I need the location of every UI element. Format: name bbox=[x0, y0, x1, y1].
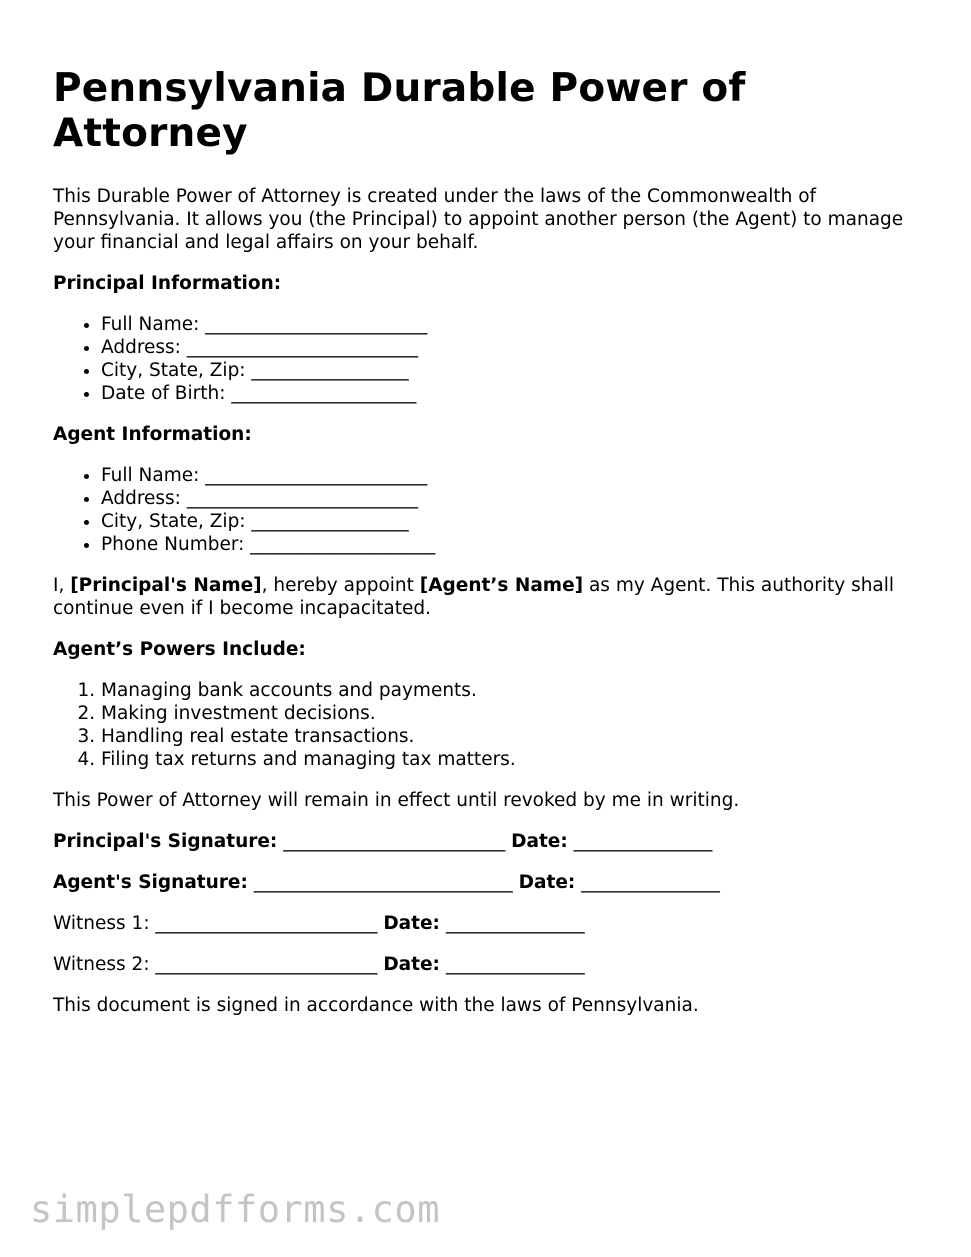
principal-date-of-birth-field: • Date of Birth: ____________________ bbox=[101, 382, 933, 405]
witness-1-date-blank: _______________ bbox=[439, 913, 585, 934]
witness-1-label: Witness 1: bbox=[53, 913, 150, 934]
witness-1-blank: ________________________ bbox=[149, 913, 384, 934]
principal-address-field: • Address: _________________________ bbox=[101, 336, 933, 359]
closing-paragraph: This document is signed in accordance with the laws of Pennsylvania. bbox=[53, 995, 699, 1016]
appointment-paragraph bbox=[53, 574, 933, 620]
document-page bbox=[53, 66, 933, 1035]
agent-full-name-field: • Full Name: ________________________ bbox=[101, 464, 933, 487]
agent-signature-line bbox=[53, 871, 933, 894]
witness-2-date-blank: _______________ bbox=[439, 954, 585, 975]
intro-paragraph: This Durable Power of Attorney is created under the laws of the Commonwealth of Pennsylvania. It allows you (the Principal) to appoint another person (the Agent) to manage your financial and legal affairs on your behalf. bbox=[53, 186, 904, 253]
agent-signature-blank: ____________________________ bbox=[247, 872, 519, 893]
principal-date-blank: _______________ bbox=[567, 831, 713, 852]
agent-phone-number-field: • Phone Number: ____________________ bbox=[101, 533, 933, 556]
appointment-prefix: I, bbox=[53, 575, 71, 596]
witness-1-date-label: Date: bbox=[383, 913, 440, 934]
agent-signature-label: Agent's Signature: bbox=[53, 872, 248, 893]
witness-2-date-label: Date: bbox=[383, 954, 440, 975]
appointment-suffix: as my Agent. This authority shall continue even if I become incapacitated. bbox=[53, 575, 895, 619]
principal-full-name-field: • Full Name: ________________________ bbox=[101, 313, 933, 336]
power-item: 1. Managing bank accounts and payments. bbox=[101, 679, 933, 702]
principal-heading: Principal Information: bbox=[53, 273, 282, 294]
principal-date-label: Date: bbox=[511, 831, 568, 852]
watermark: simplepdfforms.com bbox=[30, 1188, 440, 1231]
agent-date-label: Date: bbox=[518, 872, 576, 893]
agent-city-state-zip-field: • City, State, Zip: _________________ bbox=[101, 510, 933, 533]
principal-signature-blank: ________________________ bbox=[277, 831, 512, 852]
agent-name-placeholder: [Agent’s Name] bbox=[419, 575, 584, 596]
powers-list bbox=[53, 679, 933, 771]
agent-date-blank: _______________ bbox=[575, 872, 720, 893]
principal-fields-list bbox=[53, 313, 933, 405]
principal-name-placeholder: [Principal's Name] bbox=[70, 575, 262, 596]
witness-1-line bbox=[53, 912, 933, 935]
witness-2-blank: ________________________ bbox=[149, 954, 384, 975]
witness-2-label: Witness 2: bbox=[53, 954, 150, 975]
power-item: 2. Making investment decisions. bbox=[101, 702, 933, 725]
power-item: 4. Filing tax returns and managing tax matters. bbox=[101, 748, 933, 771]
revocation-paragraph: This Power of Attorney will remain in effect until revoked by me in writing. bbox=[53, 790, 740, 811]
powers-heading: Agent’s Powers Include: bbox=[53, 639, 306, 660]
document-title: Pennsylvania Durable Power of Attorney bbox=[53, 66, 746, 156]
principal-signature-label: Principal's Signature: bbox=[53, 831, 278, 852]
agent-address-field: • Address: _________________________ bbox=[101, 487, 933, 510]
power-item: 3. Handling real estate transactions. bbox=[101, 725, 933, 748]
witness-2-line bbox=[53, 953, 933, 976]
principal-city-state-zip-field: • City, State, Zip: _________________ bbox=[101, 359, 933, 382]
principal-signature-line bbox=[53, 830, 933, 853]
appointment-middle: , hereby appoint bbox=[261, 575, 420, 596]
agent-fields-list bbox=[53, 464, 933, 556]
agent-heading: Agent Information: bbox=[53, 424, 252, 445]
